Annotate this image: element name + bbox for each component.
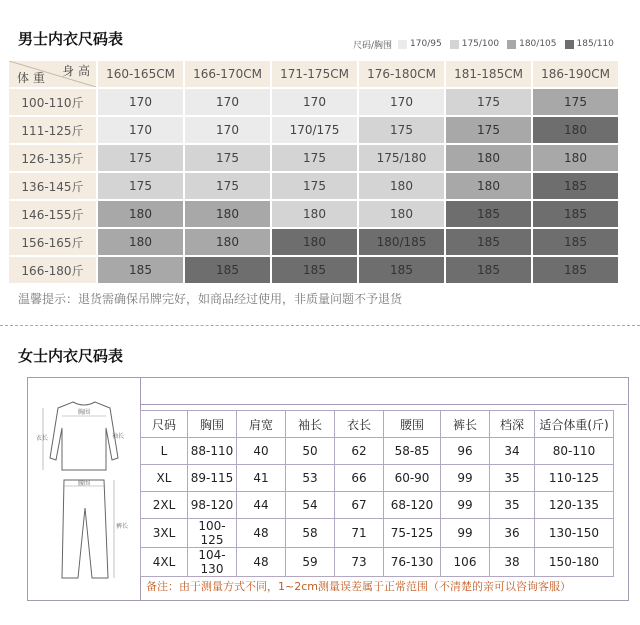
table-row <box>141 492 614 519</box>
table-cell: XL <box>141 465 188 492</box>
table-cell: 48 <box>237 548 286 577</box>
table-cell: 58-85 <box>384 438 441 465</box>
size-cell: 180 <box>533 145 618 171</box>
legend-item <box>565 39 614 49</box>
table-cell: 73 <box>335 548 384 577</box>
weight-label: 111-125斤 <box>9 117 96 143</box>
size-cell: 185 <box>533 229 618 255</box>
return-policy-note: 温馨提示：退货需确保吊牌完好，如商品经过使用，非质量问题不予退货 <box>18 292 403 306</box>
size-cell: 175 <box>446 117 531 143</box>
table-cell: 75-125 <box>384 519 441 548</box>
legend-text: 180/105 <box>519 39 557 49</box>
section-divider <box>0 325 640 326</box>
size-cell: 170 <box>359 89 444 115</box>
weight-label: 100-110斤 <box>9 89 96 115</box>
size-cell: 170 <box>98 89 183 115</box>
weight-label: 166-180斤 <box>9 257 96 283</box>
size-row <box>8 88 619 116</box>
table-cell: 104-130 <box>188 548 237 577</box>
table-cell: 54 <box>286 492 335 519</box>
chest-label: 胸围 <box>78 409 91 416</box>
column-header: 适合体重(斤) <box>535 411 614 438</box>
table-cell: 67 <box>335 492 384 519</box>
legend-item <box>398 39 442 49</box>
table-cell: 44 <box>237 492 286 519</box>
legend-item <box>450 39 499 49</box>
table-header-row <box>141 411 614 438</box>
legend-swatch <box>565 40 574 49</box>
size-cell: 185 <box>533 201 618 227</box>
size-cell: 180 <box>185 229 270 255</box>
table-row <box>141 438 614 465</box>
legend-swatch <box>398 40 407 49</box>
legend-text: 175/100 <box>461 39 500 49</box>
height-header: 166-170CM <box>185 61 270 87</box>
size-cell: 185 <box>533 257 618 283</box>
size-cell: 170 <box>185 117 270 143</box>
table-cell: 34 <box>490 438 535 465</box>
size-cell: 185 <box>272 257 357 283</box>
table-cell: 53 <box>286 465 335 492</box>
women-size-chart-title: 女士内衣尺码表 <box>18 347 124 365</box>
size-cell: 175 <box>98 173 183 199</box>
table-cell: 120-135 <box>535 492 614 519</box>
table-cell: 59 <box>286 548 335 577</box>
table-cell: 99 <box>441 519 490 548</box>
table-row <box>141 465 614 492</box>
size-row <box>8 172 619 200</box>
table-cell: 58 <box>286 519 335 548</box>
men-header-row <box>8 60 619 88</box>
table-cell: 3XL <box>141 519 188 548</box>
height-header: 160-165CM <box>98 61 183 87</box>
size-cell: 185 <box>446 201 531 227</box>
length-label: 衣长 <box>36 435 49 442</box>
weight-label: 146-155斤 <box>9 201 96 227</box>
size-row <box>8 116 619 144</box>
men-size-chart-title: 男士内衣尺码表 <box>18 30 124 48</box>
table-cell: 41 <box>237 465 286 492</box>
size-cell: 175 <box>98 145 183 171</box>
size-cell: 175 <box>185 173 270 199</box>
size-cell: 170 <box>185 89 270 115</box>
size-cell: 175 <box>446 89 531 115</box>
table-top-bar <box>140 384 627 405</box>
legend-item <box>507 39 556 49</box>
column-header: 肩宽 <box>237 411 286 438</box>
garment-outline-icon <box>28 378 140 600</box>
height-header: 176-180CM <box>359 61 444 87</box>
men-size-grid <box>8 60 619 284</box>
sleeve-label: 袖长 <box>112 433 125 440</box>
size-cell: 180 <box>533 117 618 143</box>
size-cell: 175 <box>185 145 270 171</box>
size-cell: 185 <box>359 257 444 283</box>
size-cell: 175 <box>359 117 444 143</box>
corner-cell <box>9 61 96 87</box>
men-size-legend <box>353 36 638 52</box>
table-cell: 48 <box>237 519 286 548</box>
size-row <box>8 256 619 284</box>
table-cell: 98-120 <box>188 492 237 519</box>
size-cell: 185 <box>446 257 531 283</box>
table-cell: 4XL <box>141 548 188 577</box>
table-cell: 60-90 <box>384 465 441 492</box>
height-header: 186-190CM <box>533 61 618 87</box>
table-cell: 80-110 <box>535 438 614 465</box>
table-cell: 150-180 <box>535 548 614 577</box>
legend-label: 尺码/胸围 <box>353 40 393 51</box>
size-cell: 180 <box>446 145 531 171</box>
size-cell: 180 <box>272 229 357 255</box>
garment-diagram <box>28 378 141 600</box>
table-cell: 38 <box>490 548 535 577</box>
column-header: 衣长 <box>335 411 384 438</box>
table-cell: 99 <box>441 465 490 492</box>
table-cell: 71 <box>335 519 384 548</box>
table-cell: 76-130 <box>384 548 441 577</box>
size-row <box>8 200 619 228</box>
weight-label: 126-135斤 <box>9 145 96 171</box>
legend-text: 170/95 <box>410 39 442 49</box>
table-cell: 62 <box>335 438 384 465</box>
size-cell: 170/175 <box>272 117 357 143</box>
legend-swatch <box>507 40 516 49</box>
table-cell: L <box>141 438 188 465</box>
waist-label: 腰围 <box>78 480 91 487</box>
weight-label: 136-145斤 <box>9 173 96 199</box>
size-cell: 180 <box>185 201 270 227</box>
table-cell: 2XL <box>141 492 188 519</box>
table-cell: 35 <box>490 465 535 492</box>
column-header: 裤长 <box>441 411 490 438</box>
size-row <box>8 144 619 172</box>
column-header: 胸围 <box>188 411 237 438</box>
table-cell: 68-120 <box>384 492 441 519</box>
height-axis-label: 身 高 <box>62 64 90 78</box>
table-cell: 88-110 <box>188 438 237 465</box>
height-header: 171-175CM <box>272 61 357 87</box>
size-cell: 180 <box>98 229 183 255</box>
size-cell: 175 <box>533 89 618 115</box>
weight-axis-label: 体 重 <box>17 71 45 85</box>
size-cell: 180 <box>446 173 531 199</box>
size-cell: 180 <box>359 201 444 227</box>
size-cell: 185 <box>446 229 531 255</box>
legend-swatch <box>450 40 459 49</box>
size-cell: 170 <box>98 117 183 143</box>
table-cell: 100-125 <box>188 519 237 548</box>
table-cell: 36 <box>490 519 535 548</box>
size-cell: 180 <box>98 201 183 227</box>
table-cell: 99 <box>441 492 490 519</box>
weight-label: 156-165斤 <box>9 229 96 255</box>
legend-text: 185/110 <box>576 39 614 49</box>
table-row <box>141 519 614 548</box>
size-row <box>8 228 619 256</box>
table-cell: 96 <box>441 438 490 465</box>
table-cell: 89-115 <box>188 465 237 492</box>
measurement-note: 备注：由于测量方式不同，1~2cm测量误差属于正常范围（不清楚的亲可以咨询客服） <box>146 580 571 593</box>
column-header: 袖长 <box>286 411 335 438</box>
table-cell: 110-125 <box>535 465 614 492</box>
size-cell: 180 <box>359 173 444 199</box>
size-cell: 180/185 <box>359 229 444 255</box>
column-header: 尺码 <box>141 411 188 438</box>
table-cell: 35 <box>490 492 535 519</box>
table-row <box>141 548 614 577</box>
size-cell: 170 <box>272 89 357 115</box>
size-cell: 175/180 <box>359 145 444 171</box>
table-cell: 130-150 <box>535 519 614 548</box>
size-cell: 185 <box>98 257 183 283</box>
table-cell: 66 <box>335 465 384 492</box>
size-cell: 175 <box>272 173 357 199</box>
table-cell: 40 <box>237 438 286 465</box>
height-header: 181-185CM <box>446 61 531 87</box>
size-cell: 185 <box>185 257 270 283</box>
women-size-table <box>140 410 614 577</box>
size-cell: 180 <box>272 201 357 227</box>
column-header: 腰围 <box>384 411 441 438</box>
table-cell: 50 <box>286 438 335 465</box>
column-header: 档深 <box>490 411 535 438</box>
size-cell: 175 <box>272 145 357 171</box>
size-cell: 185 <box>533 173 618 199</box>
table-cell: 106 <box>441 548 490 577</box>
pants-length-label: 裤长 <box>116 523 129 530</box>
